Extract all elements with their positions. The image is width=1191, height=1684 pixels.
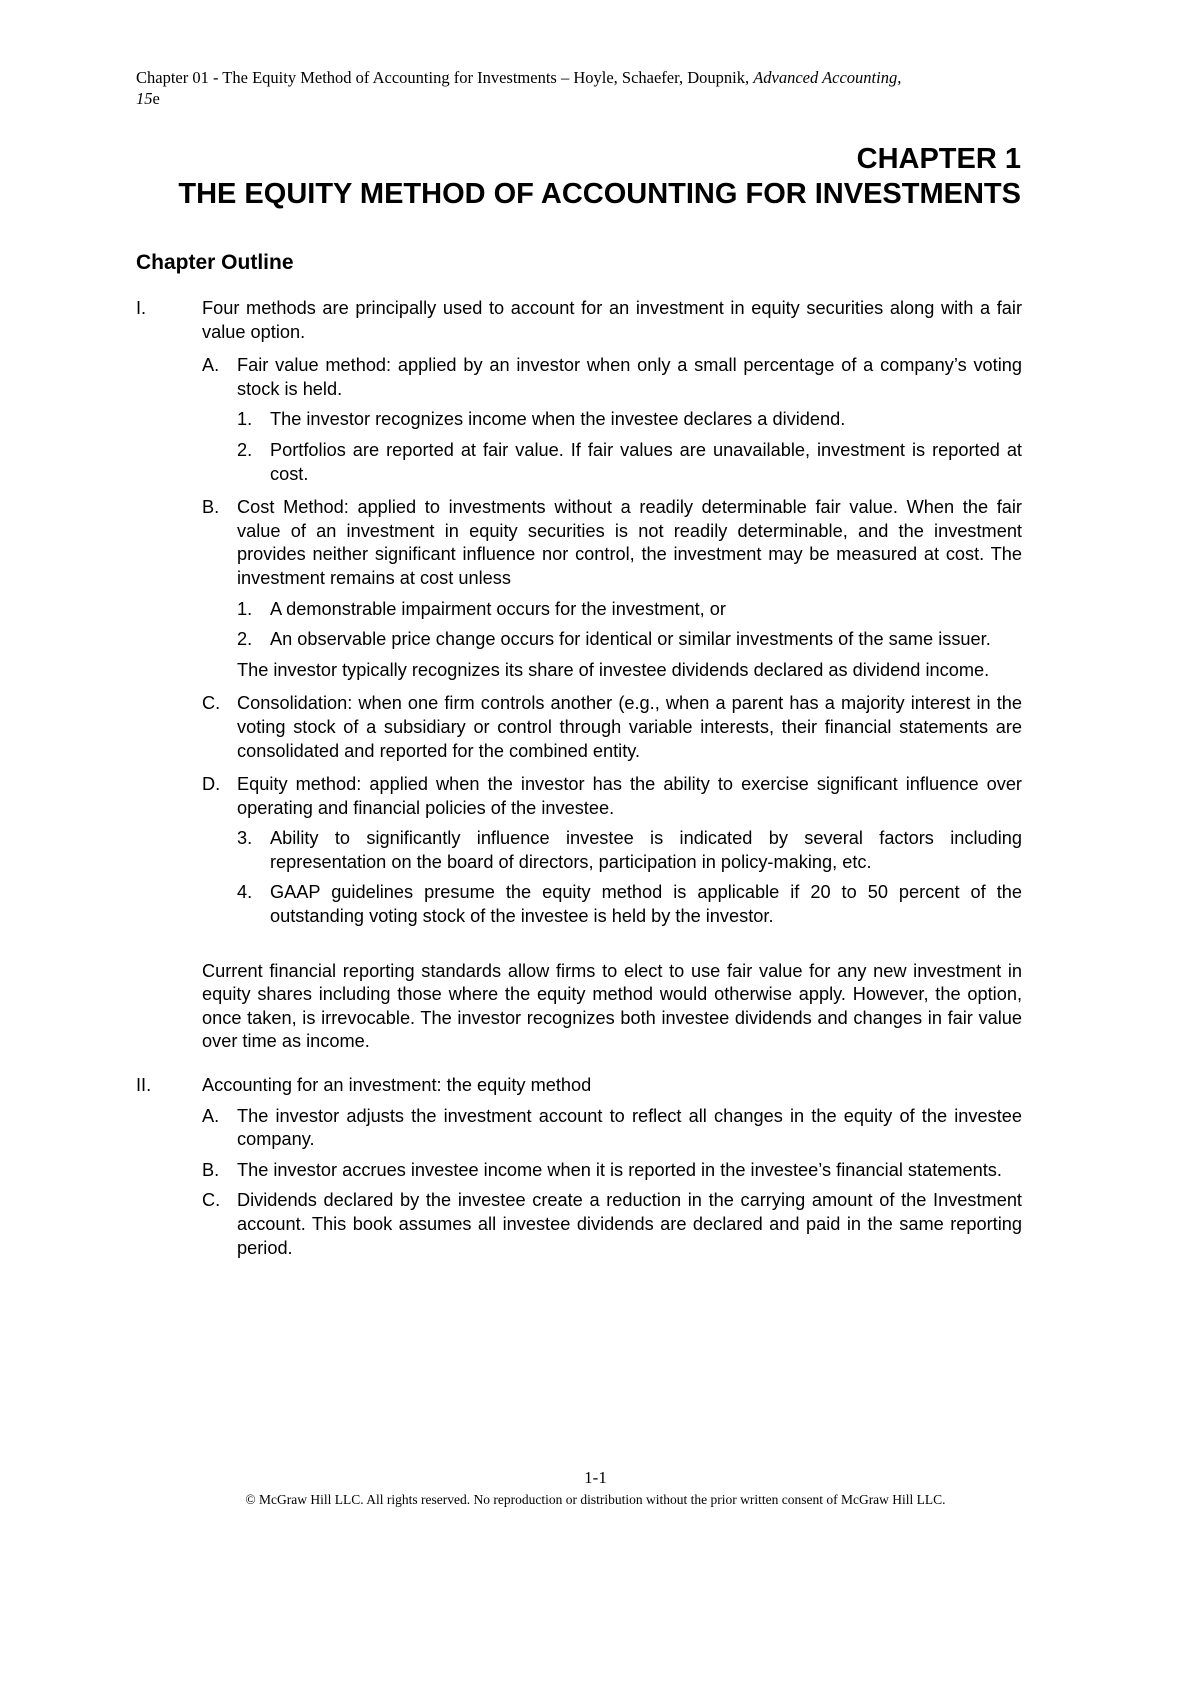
section-i: [136, 297, 1022, 344]
subitem: [136, 628, 1022, 652]
subitem-marker: 2.: [237, 629, 253, 650]
item-ii-c: [136, 1189, 1022, 1260]
section-text: Accounting for an investment: the equity method: [202, 1075, 592, 1096]
subitem-text: Ability to significantly influence investee is indicated by several factors including representation on the board of directors, participation in policy-making, etc.: [270, 828, 1022, 872]
item-text: Cost Method: applied to investments without a readily determinable fair value. When the fair value of an investment in equity securities is not readily determinable, and the investment provides neither significant influence nor control, the investment may be measured at cost. The investment remains at cost unless: [237, 497, 1022, 588]
item-marker: A.: [202, 1105, 220, 1126]
section-ii: [136, 1074, 1022, 1098]
subitem-text: A demonstrable impairment occurs for the investment, or: [270, 598, 726, 619]
running-head-text: Chapter 01 - The Equity Method of Accounting for Investments – Hoyle, Schaefer, Doupnik,: [136, 68, 754, 87]
outline-heading: Chapter Outline: [136, 251, 294, 274]
item-i-c: [136, 692, 1022, 763]
edition-number: 15: [136, 89, 153, 108]
subitem-text: Portfolios are reported at fair value. If fair values are unavailable, investment is reported at cost.: [270, 439, 1022, 484]
subitem: [136, 827, 1022, 874]
subitem-text: GAAP guidelines presume the equity method is applicable if 20 to 50 percent of the outstanding voting stock of the investee is held by the investor.: [270, 882, 1022, 927]
outline-body: [136, 297, 1022, 1260]
subitem-text: An observable price change occurs for identical or similar investments of the same issuer.: [270, 629, 991, 650]
paragraph-text: Current financial reporting standards allow firms to elect to use fair value for any new investment in equity shares including those where the equity method would otherwise apply. However, the option, once taken, is irrevocable. The investor recognizes both investee dividends and changes in fair value over time as income.: [202, 960, 1022, 1052]
item-text: Equity method: applied when the investor has the ability to exercise significant influence over operating and financial policies of the investee.: [237, 774, 1022, 818]
item-marker: A.: [202, 355, 220, 376]
item-i-b: [136, 496, 1022, 590]
item-marker: B.: [202, 1159, 220, 1180]
section-marker: II.: [136, 1075, 152, 1096]
item-text: The investor adjusts the investment account to reflect all changes in the equity of the investee company.: [237, 1105, 1022, 1150]
chapter-number: CHAPTER 1: [856, 143, 1021, 175]
item-text: Fair value method: applied by an investor when only a small percentage of a company’s voting stock is held.: [237, 355, 1022, 399]
item-text: The investor accrues investee income when it is reported in the investee’s financial statements.: [237, 1159, 1002, 1180]
closing-paragraph: [136, 960, 1022, 1054]
chapter-name: THE EQUITY METHOD OF ACCOUNTING FOR INVESTMENTS: [178, 178, 1021, 210]
item-ii-b: [136, 1159, 1022, 1183]
chapter-title: [178, 142, 1021, 212]
subitem-marker: 2.: [237, 439, 253, 460]
page-number: 1-1: [584, 1468, 607, 1487]
subitem-marker: 3.: [237, 828, 253, 849]
book-title: Advanced Accounting,: [753, 68, 902, 87]
subitem: [136, 408, 1022, 432]
item-marker: C.: [202, 693, 221, 714]
copyright-notice: © McGraw Hill LLC. All rights reserved. No reproduction or distribution without the prior written consent of McGraw Hill LLC.: [245, 1492, 946, 1507]
note-text: The investor typically recognizes its share of investee dividends declared as dividend income.: [237, 659, 990, 680]
item-i-a: [136, 354, 1022, 401]
item-text: Dividends declared by the investee create a reduction in the carrying amount of the Investment account. This book assumes all investee dividends are declared and paid in the same reporting period.: [237, 1190, 1022, 1258]
item-marker: D.: [202, 774, 221, 795]
subitem: [136, 439, 1022, 486]
item-marker: B.: [202, 497, 220, 518]
running-head: [136, 67, 1026, 109]
subitem: [136, 881, 1022, 928]
subitem-marker: 4.: [237, 882, 253, 903]
subitem-text: The investor recognizes income when the investee declares a dividend.: [270, 409, 846, 430]
item-text: Consolidation: when one firm controls another (e.g., when a parent has a majority interest in the voting stock of a subsidiary or control through variable interests, their financial statements are consolidated and reported for the combined entity.: [237, 693, 1022, 761]
item-ii-a: [136, 1105, 1022, 1152]
item-i-d: [136, 773, 1022, 820]
subitem-marker: 1.: [237, 409, 253, 430]
subitem-marker: 1.: [237, 598, 253, 619]
subitem: [136, 598, 1022, 622]
section-text: Four methods are principally used to account for an investment in equity securities along with a fair value option.: [202, 298, 1022, 342]
edition-suffix: e: [152, 89, 160, 108]
item-note: [136, 659, 1022, 683]
item-marker: C.: [202, 1190, 221, 1211]
section-marker: I.: [136, 298, 147, 318]
